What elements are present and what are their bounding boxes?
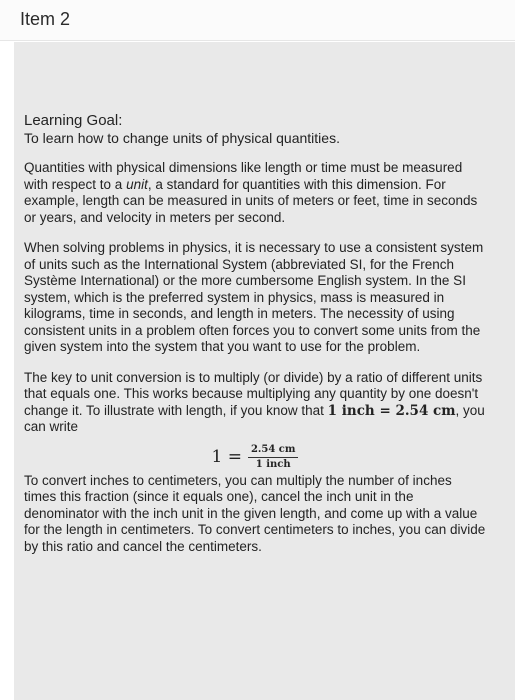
unit-emphasis: unit	[126, 176, 148, 192]
paragraph-units	[24, 160, 486, 226]
paragraph-conversion	[24, 370, 486, 436]
problem-body	[24, 112, 486, 569]
equation-fraction	[248, 444, 299, 471]
paragraph-conversion-text-2: , you can write	[24, 402, 485, 434]
fraction-denominator: 1 inch	[255, 458, 291, 470]
conversion-equation	[24, 444, 486, 471]
fraction-numerator: 2.54 cm	[248, 444, 299, 458]
paragraph-conversion-text-1: The key to unit conversion is to multiply (or divide) by a ratio of different units that equals one. This works because multiplying any quantity by one doesn't change it. To illustrate with length, if you know that	[24, 369, 483, 418]
learning-goal-text: To learn how to change units of physical quantities.	[24, 130, 340, 146]
paragraph-convert-inches: To convert inches to centimeters, you can multiply the number of inches times this fraction (since it equals one), cancel the inch unit in the denominator with the inch unit in the given length, and come up with a value for the length in centimeters. To convert centimeters to inches, you can divide by this ratio and cancel the centimeters.	[24, 472, 486, 554]
equation-lhs: 1 =	[211, 446, 242, 467]
header-bar	[0, 0, 515, 41]
learning-goal-heading: Learning Goal:	[24, 112, 123, 129]
paragraph-units-text-1: Quantities with physical dimensions like length or time must be measured with respect to a	[24, 160, 463, 192]
inline-math: 1 inch = 2.54 cm	[327, 402, 456, 419]
paragraph-si-system: When solving problems in physics, it is necessary to use a consistent system of units such as the International System (abbreviated SI, for the French Système International) or the more cumbersome English system. In the SI system, which is the preferred system in physics, mass is measured in kilograms, time in seconds, and length in meters. The necessity of using consistent units in a problem often forces you to convert some units from the given system into the system that you want to use for the problem.	[24, 240, 484, 354]
item-title: Item 2	[20, 9, 71, 29]
paragraph-units-text-2: , a standard for quantities with this dimension. For example, length can be measured in units of meters or feet, time in seconds or years, and velocity in meters per second.	[24, 176, 478, 225]
